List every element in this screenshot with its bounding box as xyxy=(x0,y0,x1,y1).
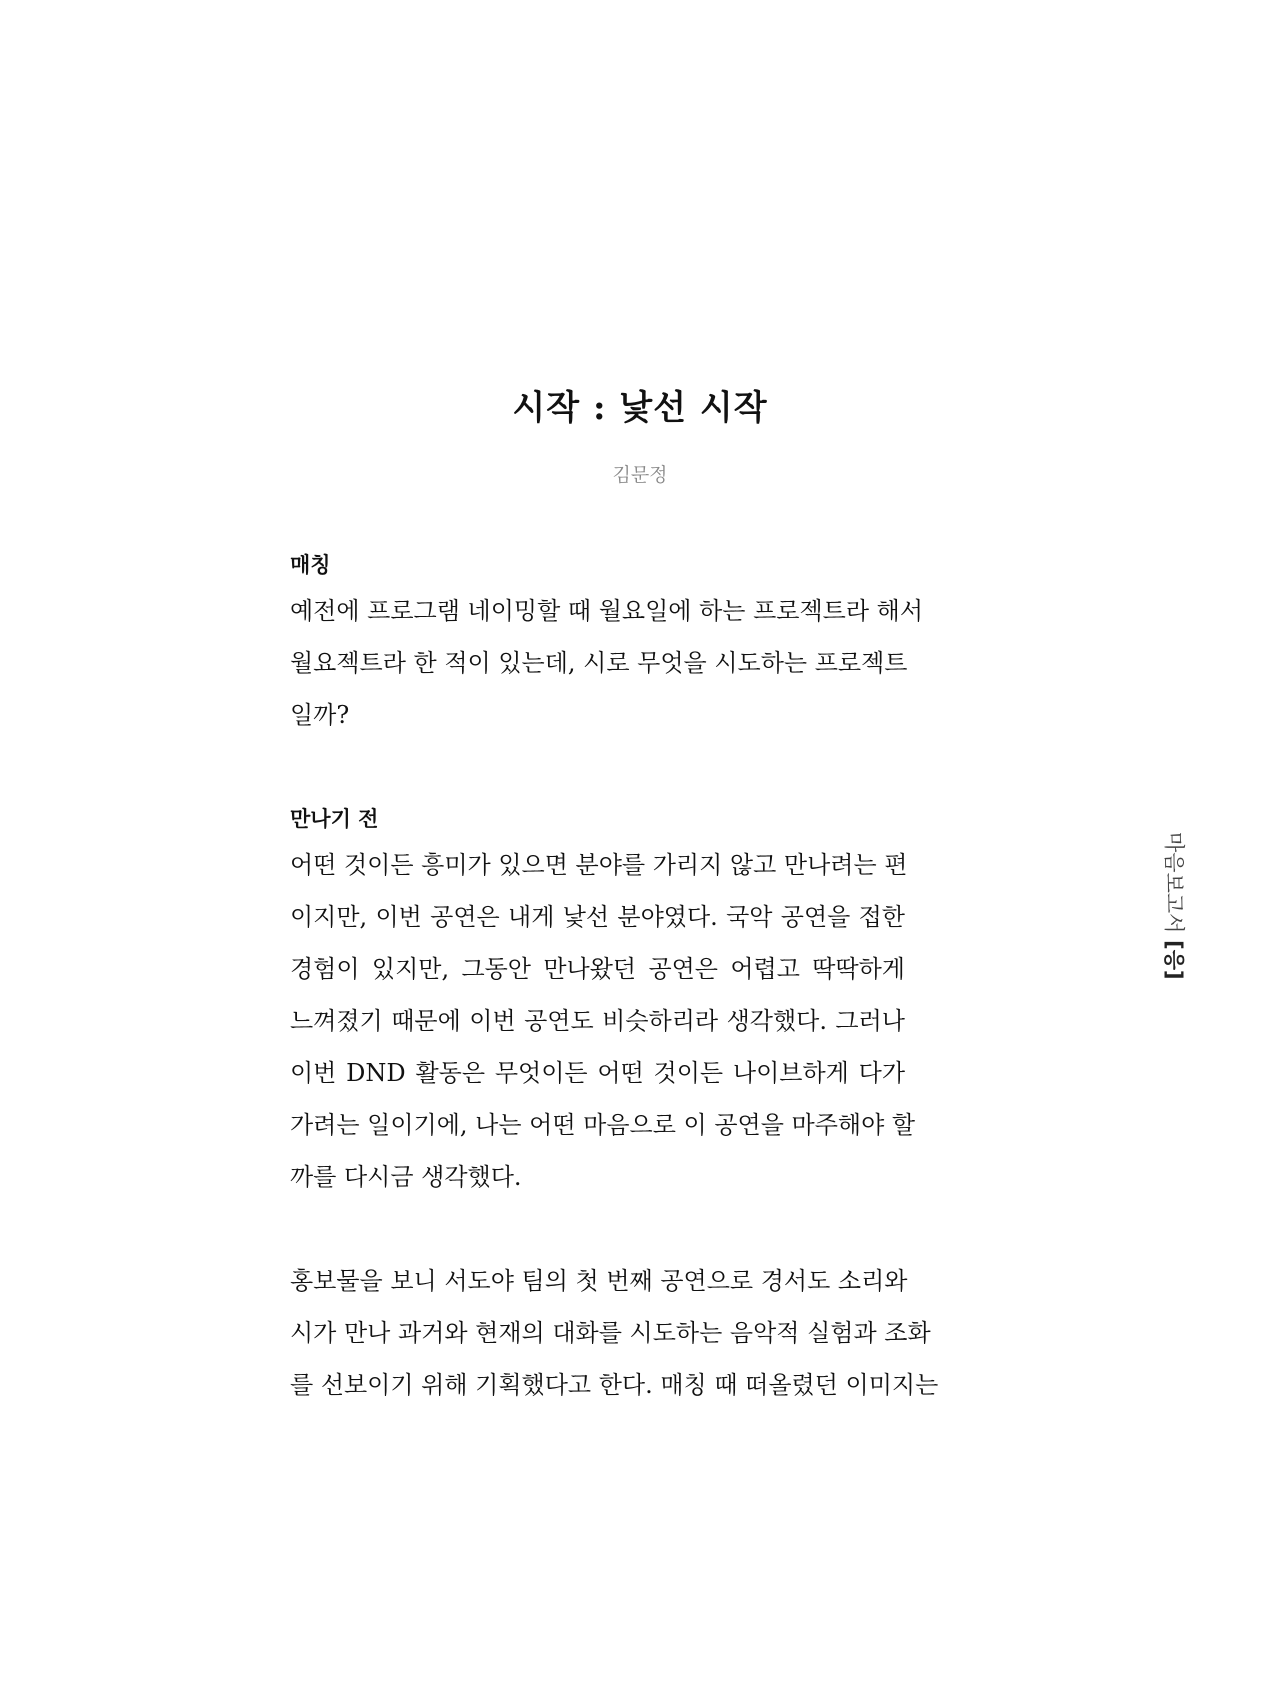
text-line: 느껴졌기 때문에 이번 공연도 비슷하리라 생각했다. 그러나 xyxy=(290,1007,905,1035)
text-line: 어떤 것이든 흥미가 있으면 분야를 가리지 않고 만나려는 편 xyxy=(290,851,908,879)
section-matching xyxy=(290,545,924,741)
sidebar-running-title xyxy=(1160,832,1190,980)
section-heading: 매칭 xyxy=(290,553,331,577)
text-line: 가려는 일이기에, 나는 어떤 마음으로 이 공연을 마주해야 할 xyxy=(290,1111,916,1139)
text-line: 까를 다시금 생각했다. xyxy=(290,1163,522,1191)
section-before-meeting xyxy=(290,799,916,1203)
sidebar-label: 마음보고서 xyxy=(1162,832,1186,934)
text-line: 일까? xyxy=(290,701,350,729)
text-line: 예전에 프로그램 네이밍할 때 월요일에 하는 프로젝트라 해서 xyxy=(290,597,924,625)
text-line: 를 선보이기 위해 기획했다고 한다. 매칭 때 떠올렸던 이미지는 xyxy=(290,1371,939,1399)
text-line: 홍보물을 보니 서도야 팀의 첫 번째 공연으로 경서도 소리와 xyxy=(290,1267,908,1295)
text-line: 이지만, 이번 공연은 내게 낯선 분야였다. 국악 공연을 접한 xyxy=(290,903,905,931)
section-paragraph xyxy=(290,1255,939,1411)
text-line: 월요젝트라 한 적이 있는데, 시로 무엇을 시도하는 프로젝트 xyxy=(290,649,908,677)
page-title: 시작 : 낯선 시작 xyxy=(512,388,768,428)
text-line: 시가 만나 과거와 현재의 대화를 시도하는 음악적 실험과 조화 xyxy=(290,1319,931,1347)
text-line: 경험이 있지만, 그동안 만나왔던 공연은 어렵고 딱딱하게 xyxy=(290,955,905,983)
section-heading: 만나기 전 xyxy=(290,807,379,831)
text-line: 이번 DND 활동은 무엇이든 어떤 것이든 나이브하게 다가 xyxy=(290,1059,905,1087)
author-name: 김문정 xyxy=(612,464,668,486)
sidebar-tag: [응] xyxy=(1162,940,1186,980)
article-body xyxy=(290,545,939,1411)
